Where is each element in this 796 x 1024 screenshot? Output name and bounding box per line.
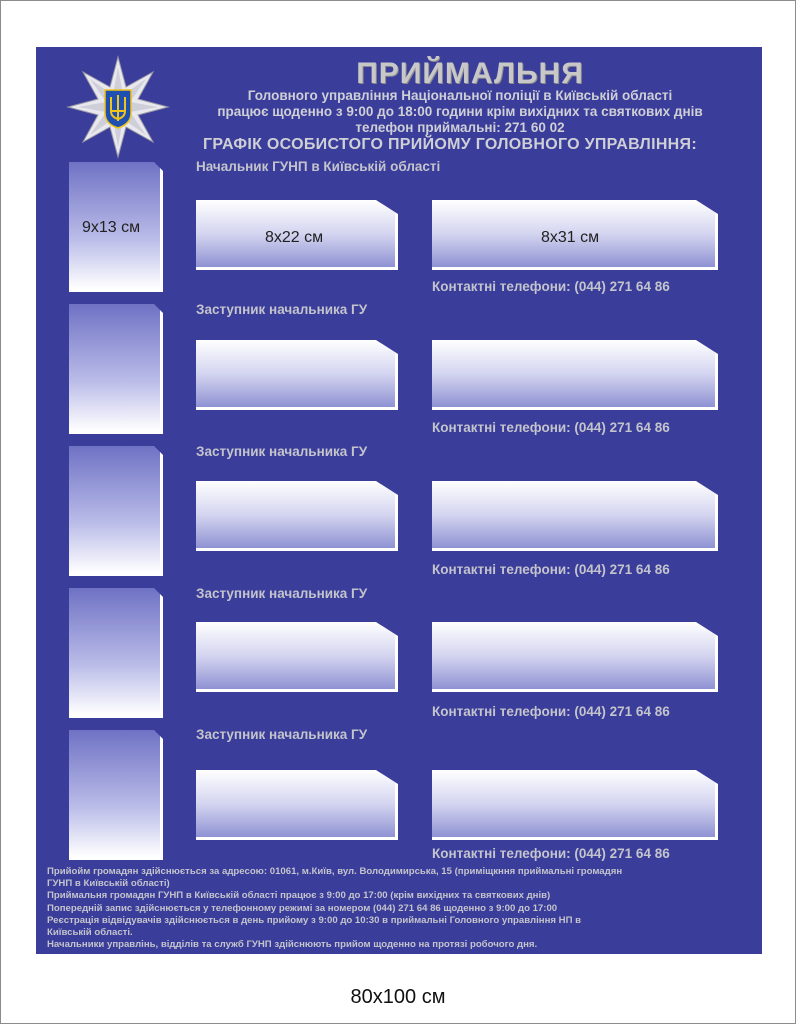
role-label: Заступник начальника ГУ — [196, 586, 368, 601]
role-label: Заступник начальника ГУ — [196, 444, 368, 459]
page-title: ПРИЙМАЛЬНЯ — [356, 57, 584, 90]
small-card-size-label: 8x22 см — [265, 229, 324, 246]
photo-size-label: 9x13 см — [82, 219, 141, 236]
photo-frame — [69, 588, 163, 718]
stand-dimensions: 80x100 см — [350, 986, 446, 1008]
contact-phone: Контактні телефони: (044) 271 64 86 — [432, 420, 670, 435]
contact-phone: Контактні телефони: (044) 271 64 86 — [432, 562, 670, 577]
photo-frame — [69, 730, 163, 860]
schedule-card — [432, 622, 718, 692]
schedule-heading: ГРАФІК ОСОБИСТОГО ПРИЙОМУ ГОЛОВНОГО УПРАВЛІННЯ: — [203, 136, 697, 153]
footer-line: Київській області. — [47, 927, 133, 939]
photo-frame — [69, 446, 163, 576]
role-label: Заступник начальника ГУ — [196, 302, 368, 317]
large-card-size-label: 8x31 см — [541, 229, 600, 246]
schedule-card — [432, 340, 718, 410]
footer-line: Попередній запис здійснюється у телефонному режимі за номером (044) 271 64 86 щоденно з 9:00 до 17:00 — [47, 902, 558, 914]
header-line-3: телефон приймальні: 271 60 02 — [355, 120, 565, 135]
contact-phone: Контактні телефони: (044) 271 64 86 — [432, 846, 670, 861]
schedule-card — [432, 770, 718, 840]
name-card — [196, 340, 398, 410]
footer-line: Приймальня громадян ГУНП в Київській області працює з 9:00 до 17:00 (крім вихідних та святкових днів) — [47, 890, 551, 902]
photo-frame — [69, 304, 163, 434]
footer-line: Прийойм громадян здійснюється за адресою: 01061, м.Київ, вул. Володимирська, 15 (приміщкння приймальні громадян — [47, 866, 623, 877]
name-card — [196, 481, 398, 551]
footer-line: Начальники управлінь, відділів та служб ГУНП здійснюють прийом щоденно на протязі робочого дня. — [47, 939, 538, 951]
contact-phone: Контактні телефони: (044) 271 64 86 — [432, 279, 670, 294]
header-line-2: працює щоденно з 9:00 до 18:00 години крім вихідних та святкових днів — [217, 104, 703, 119]
footer-line: ГУНП в Київській області) — [47, 878, 170, 890]
name-card — [196, 770, 398, 840]
contact-phone: Контактні телефони: (044) 271 64 86 — [432, 704, 670, 719]
header-line-1: Головного управління Національної поліції в Київській області — [247, 88, 673, 103]
name-card — [196, 622, 398, 692]
footer-info — [47, 866, 757, 951]
role-label: Начальник ГУНП в Київській області — [196, 159, 441, 174]
role-label: Заступник начальника ГУ — [196, 727, 368, 742]
schedule-card — [432, 481, 718, 551]
footer-line: Реєстрація відвідувачів здійснюється в день прийому з 9:00 до 10:30 в приймальні Головного управління НП в — [47, 914, 582, 926]
